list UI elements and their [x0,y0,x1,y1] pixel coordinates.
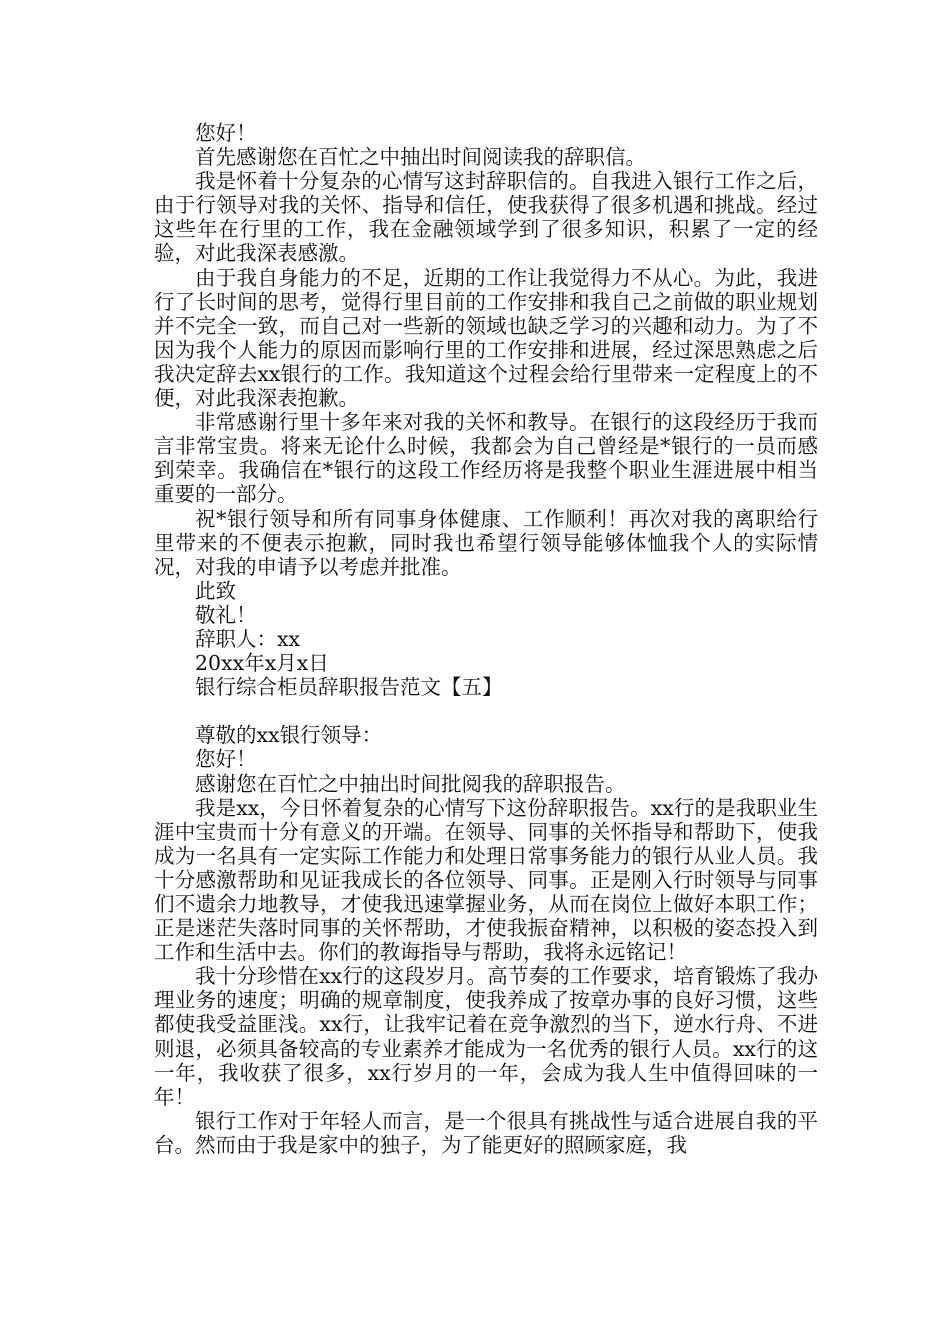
signer-line: 辞职人：xx [195,626,301,651]
paragraph: 我是xx，今日怀着复杂的心情写下这份辞职报告。xx行的是我职业生涯中宝贵而十分有意义的开端。在领导、同事的关怀指导和帮助下，使我成为一名具有一定实际工作能力和处理日常事务能力的银行从业人员。我十分感激帮助和见证我成长的各位领导、同事。正是刚入行时领导与同事们不遗余力地教导，才使我迅速掌握业务，从而在岗位上做好本职工作；正是迷茫失落时同事的关怀帮助，才使我振奋精神，以积极的姿态投入到工作和生活中去。你们的教诲指导与帮助，我将永远铭记！ [154,795,818,965]
intro-line: 首先感谢您在百忙之中抽出时间阅读我的辞职信。 [195,145,646,170]
greeting: 您好！ [195,121,257,145]
paragraph: 由于我自身能力的不足，近期的工作让我觉得力不从心。为此，我进行了长时间的思考，觉得行里目前的工作安排和我自己之前做的职业规划并不完全一致，而自己对一些新的领域也缺乏学习的兴趣和动力。为了不因为我个人能力的原因而影响行里的工作安排和进展，经过深思熟虑之后我决定辞去xx银行的工作。我知道这个过程会给行里带来一定程度上的不便，对此我深表抱歉。 [154,265,818,411]
paragraph: 我十分珍惜在xx行的这段岁月。高节奏的工作要求，培育锻炼了我办理业务的速度；明确的规章制度，使我养成了按章办事的良好习惯，这些都使我受益匪浅。xx行，让我牢记着在竞争激烈的当下，逆水行舟、不进则退，必须具备较高的专业素养才能成为一名优秀的银行人员。xx行的这一年，我收获了很多，xx行岁月的一年，会成为我人生中值得回味的一年！ [154,964,818,1109]
salutation: 尊敬的xx银行领导： [195,723,383,748]
date-line: 20xx年x月x日 [195,651,329,676]
greeting: 您好！ [195,747,257,772]
intro-line: 感谢您在百忙之中抽出时间批阅我的辞职报告。 [195,771,626,796]
paragraph: 非常感谢行里十多年来对我的关怀和教导。在银行的这段经历于我而言非常宝贵。将来无论什么时候，我都会为自己曾经是*银行的一员而感到荣幸。我确信在*银行的这段工作经历将是我整个职业生涯进展中相当重要的一部分。 [154,410,818,507]
section-title: 银行综合柜员辞职报告范文【五】 [195,675,503,700]
paragraph: 我是怀着十分复杂的心情写这封辞职信的。自我进入银行工作之后，由于行领导对我的关怀、指导和信任，使我获得了很多机遇和挑战。经过这些年在行里的工作，我在金融领域学到了很多知识，积累了一定的经验，对此我深表感激。 [154,169,818,266]
closing-line: 敬礼！ [195,602,257,627]
document-page [154,121,818,1157]
closing-line: 此致 [195,578,236,603]
paragraph: 祝*银行领导和所有同事身体健康、工作顺利！再次对我的离职给行里带来的不便表示抱歉，同时我也希望行领导能够体恤我个人的实际情况，对我的申请予以考虑并批准。 [154,506,818,579]
blank-line [154,699,818,723]
paragraph: 银行工作对于年轻人而言，是一个很具有挑战性与适合进展自我的平台。然而由于我是家中的独子，为了能更好的照顾家庭，我 [154,1108,818,1157]
